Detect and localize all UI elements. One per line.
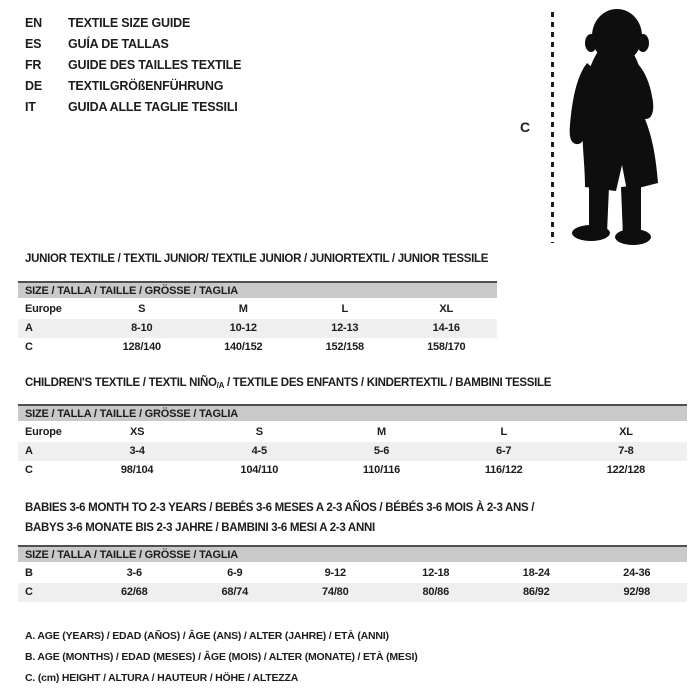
table-row (18, 442, 687, 461)
table-cell: 12-13 (331, 322, 359, 334)
table-title (25, 376, 551, 393)
language-row (25, 76, 241, 97)
row-label: C (25, 341, 33, 353)
table-row (18, 338, 497, 357)
table-cell: 18-24 (522, 567, 550, 579)
guide-title: GUÍA DE TALLAS (68, 37, 169, 51)
table-cell: L (500, 426, 507, 438)
row-label: Europe (25, 426, 62, 438)
table-title (25, 252, 488, 267)
language-code: FR (25, 58, 42, 72)
table-cell: 24-36 (623, 567, 651, 579)
table-cell: 9-12 (324, 567, 346, 579)
table-title-segment: CHILDREN'S TEXTILE / TEXTIL NIÑO (25, 377, 217, 389)
legend-note-age-years: A. AGE (YEARS) / EDAD (AÑOS) / ÂGE (ANS) / ALTER (JAHRE) / ETÀ (ANNI) (25, 630, 389, 642)
language-row (25, 13, 241, 34)
table-cell: 158/170 (427, 341, 466, 353)
row-label: C (25, 464, 33, 476)
language-code: IT (25, 100, 36, 114)
table-cell: 104/110 (240, 464, 279, 476)
table-cell: M (238, 303, 248, 315)
table-row (18, 300, 497, 319)
size-header-bar: SIZE / TALLA / TAILLE / GRÖSSE / TAGLIA (18, 545, 687, 562)
table-title (25, 498, 534, 538)
size-header-bar: SIZE / TALLA / TAILLE / GRÖSSE / TAGLIA (18, 281, 497, 298)
table-title-segment: BABIES 3-6 MONTH TO 2-3 YEARS / BEBÉS 3-6 MESES A 2-3 AÑOS / BÉBÉS 3-6 MOIS À 2-3 ANS / (25, 502, 535, 514)
guide-title: GUIDE DES TAILLES TEXTILE (68, 58, 242, 72)
table-row (18, 583, 687, 602)
row-label: A (25, 322, 33, 334)
table-cell: S (138, 303, 146, 315)
toddler-silhouette-image (563, 7, 665, 245)
height-dashed-line (551, 12, 554, 243)
table-cell: 3-6 (126, 567, 142, 579)
table-cell: 62/68 (120, 586, 148, 598)
legend-note-age-months: B. AGE (MONTHS) / EDAD (MESES) / ÂGE (MOIS) / ALTER (MONATE) / ETÀ (MESI) (25, 651, 418, 663)
table-cell: 86/92 (522, 586, 550, 598)
table-cell: 5-6 (373, 445, 390, 457)
table-cell: 98/104 (120, 464, 154, 476)
table-body (18, 564, 687, 602)
table-cell: 92/98 (623, 586, 651, 598)
table-cell: 12-18 (422, 567, 450, 579)
table-cell: XS (129, 426, 145, 438)
table-cell: 140/152 (224, 341, 263, 353)
table-cell: 128/140 (122, 341, 161, 353)
table-cell: XL (439, 303, 454, 315)
table-cell: XL (619, 426, 633, 438)
row-label: C (25, 586, 33, 598)
language-title-list (25, 13, 241, 118)
row-label: A (25, 445, 33, 457)
size-header-bar: SIZE / TALLA / TAILLE / GRÖSSE / TAGLIA (18, 404, 687, 421)
table-title-segment: /A (216, 381, 225, 390)
guide-title: TEXTILE SIZE GUIDE (68, 16, 191, 30)
table-cell: 80/86 (422, 586, 450, 598)
table-cell: 116/122 (484, 464, 523, 476)
guide-title: TEXTILGRÖßENFÜHRUNG (68, 79, 224, 93)
table-cell: S (255, 426, 263, 438)
height-measure-label: C (520, 119, 531, 135)
table-cell: 68/74 (221, 586, 249, 598)
table-cell: 10-12 (229, 322, 257, 334)
table-title-segment: JUNIOR TEXTILE / TEXTIL JUNIOR/ TEXTILE JUNIOR / JUNIORTEXTIL / JUNIOR TESSILE (25, 253, 489, 265)
table-cell: 74/80 (321, 586, 349, 598)
table-row (18, 423, 687, 442)
legend-notes (25, 626, 418, 689)
table-row (18, 461, 687, 480)
table-cell: 6-9 (227, 567, 243, 579)
table-cell: 122/128 (606, 464, 646, 476)
language-code: ES (25, 37, 42, 51)
table-cell: 6-7 (496, 445, 512, 457)
table-cell: M (377, 426, 386, 438)
legend-note-height-cm: C. (cm) HEIGHT / ALTURA / HAUTEUR / HÖHE / ALTEZZA (25, 672, 299, 684)
table-row (18, 319, 497, 338)
table-cell: 14-16 (432, 322, 460, 334)
language-row (25, 55, 241, 76)
language-code: DE (25, 79, 42, 93)
table-cell: 7-8 (618, 445, 634, 457)
table-cell: 152/158 (325, 341, 364, 353)
language-row (25, 97, 241, 118)
row-label: Europe (25, 303, 62, 315)
table-cell: 110/116 (362, 464, 401, 476)
table-row (18, 564, 687, 583)
guide-title: GUIDA ALLE TAGLIE TESSILI (68, 100, 238, 114)
table-cell: 8-10 (131, 322, 153, 334)
table-title-segment: / TEXTILE DES ENFANTS / KINDERTEXTIL / BAMBINI TESSILE (224, 377, 552, 389)
table-title-segment: BABYS 3-6 MONATE BIS 2-3 JAHRE / BAMBINI 3-6 MESI A 2-3 ANNI (25, 522, 375, 534)
row-label: B (25, 567, 33, 579)
language-row (25, 34, 241, 55)
table-cell: 4-5 (251, 445, 267, 457)
table-body (18, 423, 687, 480)
table-body (18, 300, 497, 357)
language-code: EN (25, 16, 42, 30)
table-cell: L (341, 303, 349, 315)
table-cell: 3-4 (129, 445, 145, 457)
